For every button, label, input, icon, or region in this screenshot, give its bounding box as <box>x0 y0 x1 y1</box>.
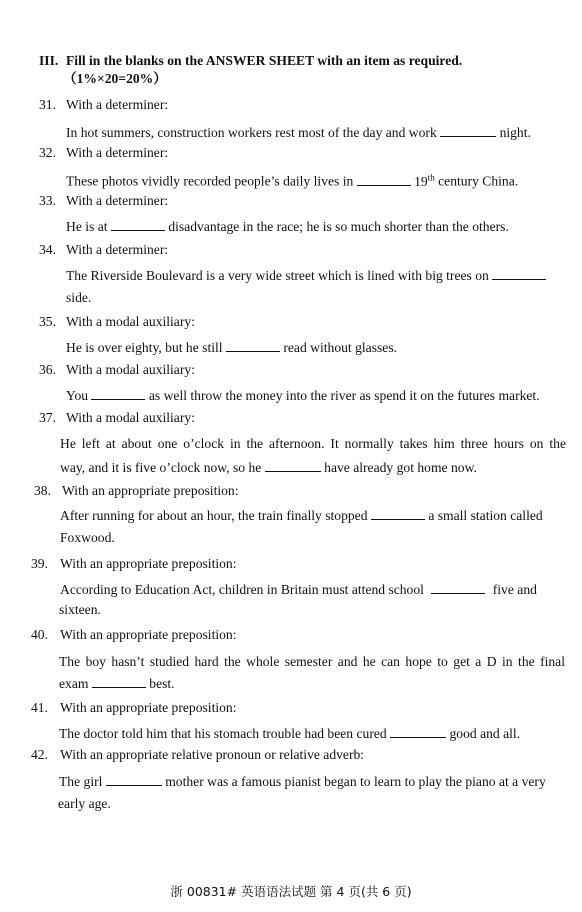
sentence-part: In hot summers, construction workers rest most of the day and work <box>66 125 437 140</box>
answer-blank <box>226 341 280 352</box>
question-number: 39. <box>31 556 48 571</box>
question-sentence <box>66 340 397 356</box>
question-sentence <box>66 172 518 190</box>
question-number: 35. <box>39 314 56 329</box>
question-number: 31. <box>39 97 56 112</box>
answer-blank <box>265 461 321 472</box>
sentence-part: According to Education Act, children in Britain must attend school <box>60 582 424 597</box>
question-sentence <box>60 582 537 598</box>
answer-blank <box>371 509 425 520</box>
question-type: With a modal auxiliary: <box>66 362 195 377</box>
sentence-part: mother was a famous pianist began to learn to play the piano at a very <box>165 774 546 789</box>
question-number: 40. <box>31 627 48 642</box>
question-type: With an appropriate preposition: <box>60 700 237 715</box>
sentence-part: a small station called <box>428 508 543 523</box>
sentence-part: way, and it is five o’clock now, so he <box>60 460 262 475</box>
question-type: With an appropriate preposition: <box>62 483 239 498</box>
section-title: Fill in the blanks on the ANSWER SHEET with an item as required. <box>66 53 463 68</box>
question-sentence <box>59 726 520 742</box>
sentence-line: He left at about one o’clock in the afternoon. It normally takes him three hours on the <box>60 436 566 451</box>
sentence-part: read without glasses. <box>283 340 398 355</box>
sentence-part: century China. <box>438 173 519 189</box>
answer-blank <box>357 175 411 186</box>
question-type: With a determiner: <box>66 97 169 112</box>
sentence-part: have already got home now. <box>324 460 477 475</box>
question-sentence <box>59 676 175 692</box>
answer-blank <box>106 775 162 786</box>
question-sentence <box>66 268 546 284</box>
question-number: 38. <box>34 483 51 498</box>
section-number: III. <box>39 53 59 68</box>
question-type: With an appropriate relative pronoun or relative adverb: <box>60 747 365 762</box>
section-scoring: （1%×20=20%） <box>63 71 167 86</box>
sentence-part: You <box>66 388 89 403</box>
question-number: 34. <box>39 242 56 257</box>
question-type: With an appropriate preposition: <box>60 627 237 642</box>
question-number: 42. <box>31 747 48 762</box>
question-sentence <box>59 774 546 790</box>
question-type: With a determiner: <box>66 145 169 160</box>
sentence-part: The doctor told him that his stomach trouble had been cured <box>59 726 387 741</box>
sentence-part: good and all. <box>449 726 521 741</box>
sentence-continuation: sixteen. <box>59 602 101 617</box>
answer-blank <box>390 727 446 738</box>
sentence-part: The girl <box>59 774 103 789</box>
question-type: With a determiner: <box>66 242 169 257</box>
question-number: 37. <box>39 410 56 425</box>
question-sentence <box>60 508 543 524</box>
answer-blank <box>91 389 145 400</box>
sentence-part: night. <box>499 125 531 140</box>
question-type: With a modal auxiliary: <box>66 410 195 425</box>
question-number: 41. <box>31 700 48 715</box>
sentence-line: The boy hasn’t studied hard the whole semester and he can hope to get a D in the final <box>59 654 565 669</box>
question-number: 36. <box>39 362 56 377</box>
page-footer: 浙 00831# 英语语法试题 第 4 页(共 6 页) <box>170 884 412 899</box>
sentence-part: five and <box>492 582 537 597</box>
answer-blank <box>492 269 546 280</box>
sentence-part: best. <box>149 676 175 691</box>
answer-blank <box>111 220 165 231</box>
sentence-continuation: Foxwood. <box>60 530 115 545</box>
sentence-part: These photos vividly recorded people’s daily lives in <box>66 173 354 189</box>
sentence-part: He is over eighty, but he still <box>66 340 223 355</box>
question-type: With a modal auxiliary: <box>66 314 195 329</box>
sentence-continuation: early age. <box>58 796 111 811</box>
sentence-part: The Riverside Boulevard is a very wide street which is lined with big trees on <box>66 268 489 283</box>
answer-blank <box>92 677 146 688</box>
sentence-part: exam <box>59 676 89 691</box>
sentence-part: He is at <box>66 219 108 234</box>
ordinal-number <box>414 174 435 189</box>
question-sentence <box>60 460 477 476</box>
question-number: 33. <box>39 193 56 208</box>
sentence-part: disadvantage in the race; he is so much shorter than the others. <box>168 219 509 234</box>
sentence-part: as well throw the money into the river as spend it on the futures market. <box>148 388 540 403</box>
ordinal-base: 19 <box>414 173 428 189</box>
question-sentence <box>66 125 531 141</box>
sentence-part: After running for about an hour, the train finally stopped <box>60 508 368 523</box>
answer-blank <box>431 583 485 594</box>
question-sentence <box>66 219 509 235</box>
question-type: With an appropriate preposition: <box>60 556 237 571</box>
question-type: With a determiner: <box>66 193 169 208</box>
answer-blank <box>440 126 496 137</box>
question-number: 32. <box>39 145 56 160</box>
ordinal-suffix: th <box>427 172 435 182</box>
sentence-continuation: side. <box>66 290 92 305</box>
question-sentence <box>66 388 540 404</box>
